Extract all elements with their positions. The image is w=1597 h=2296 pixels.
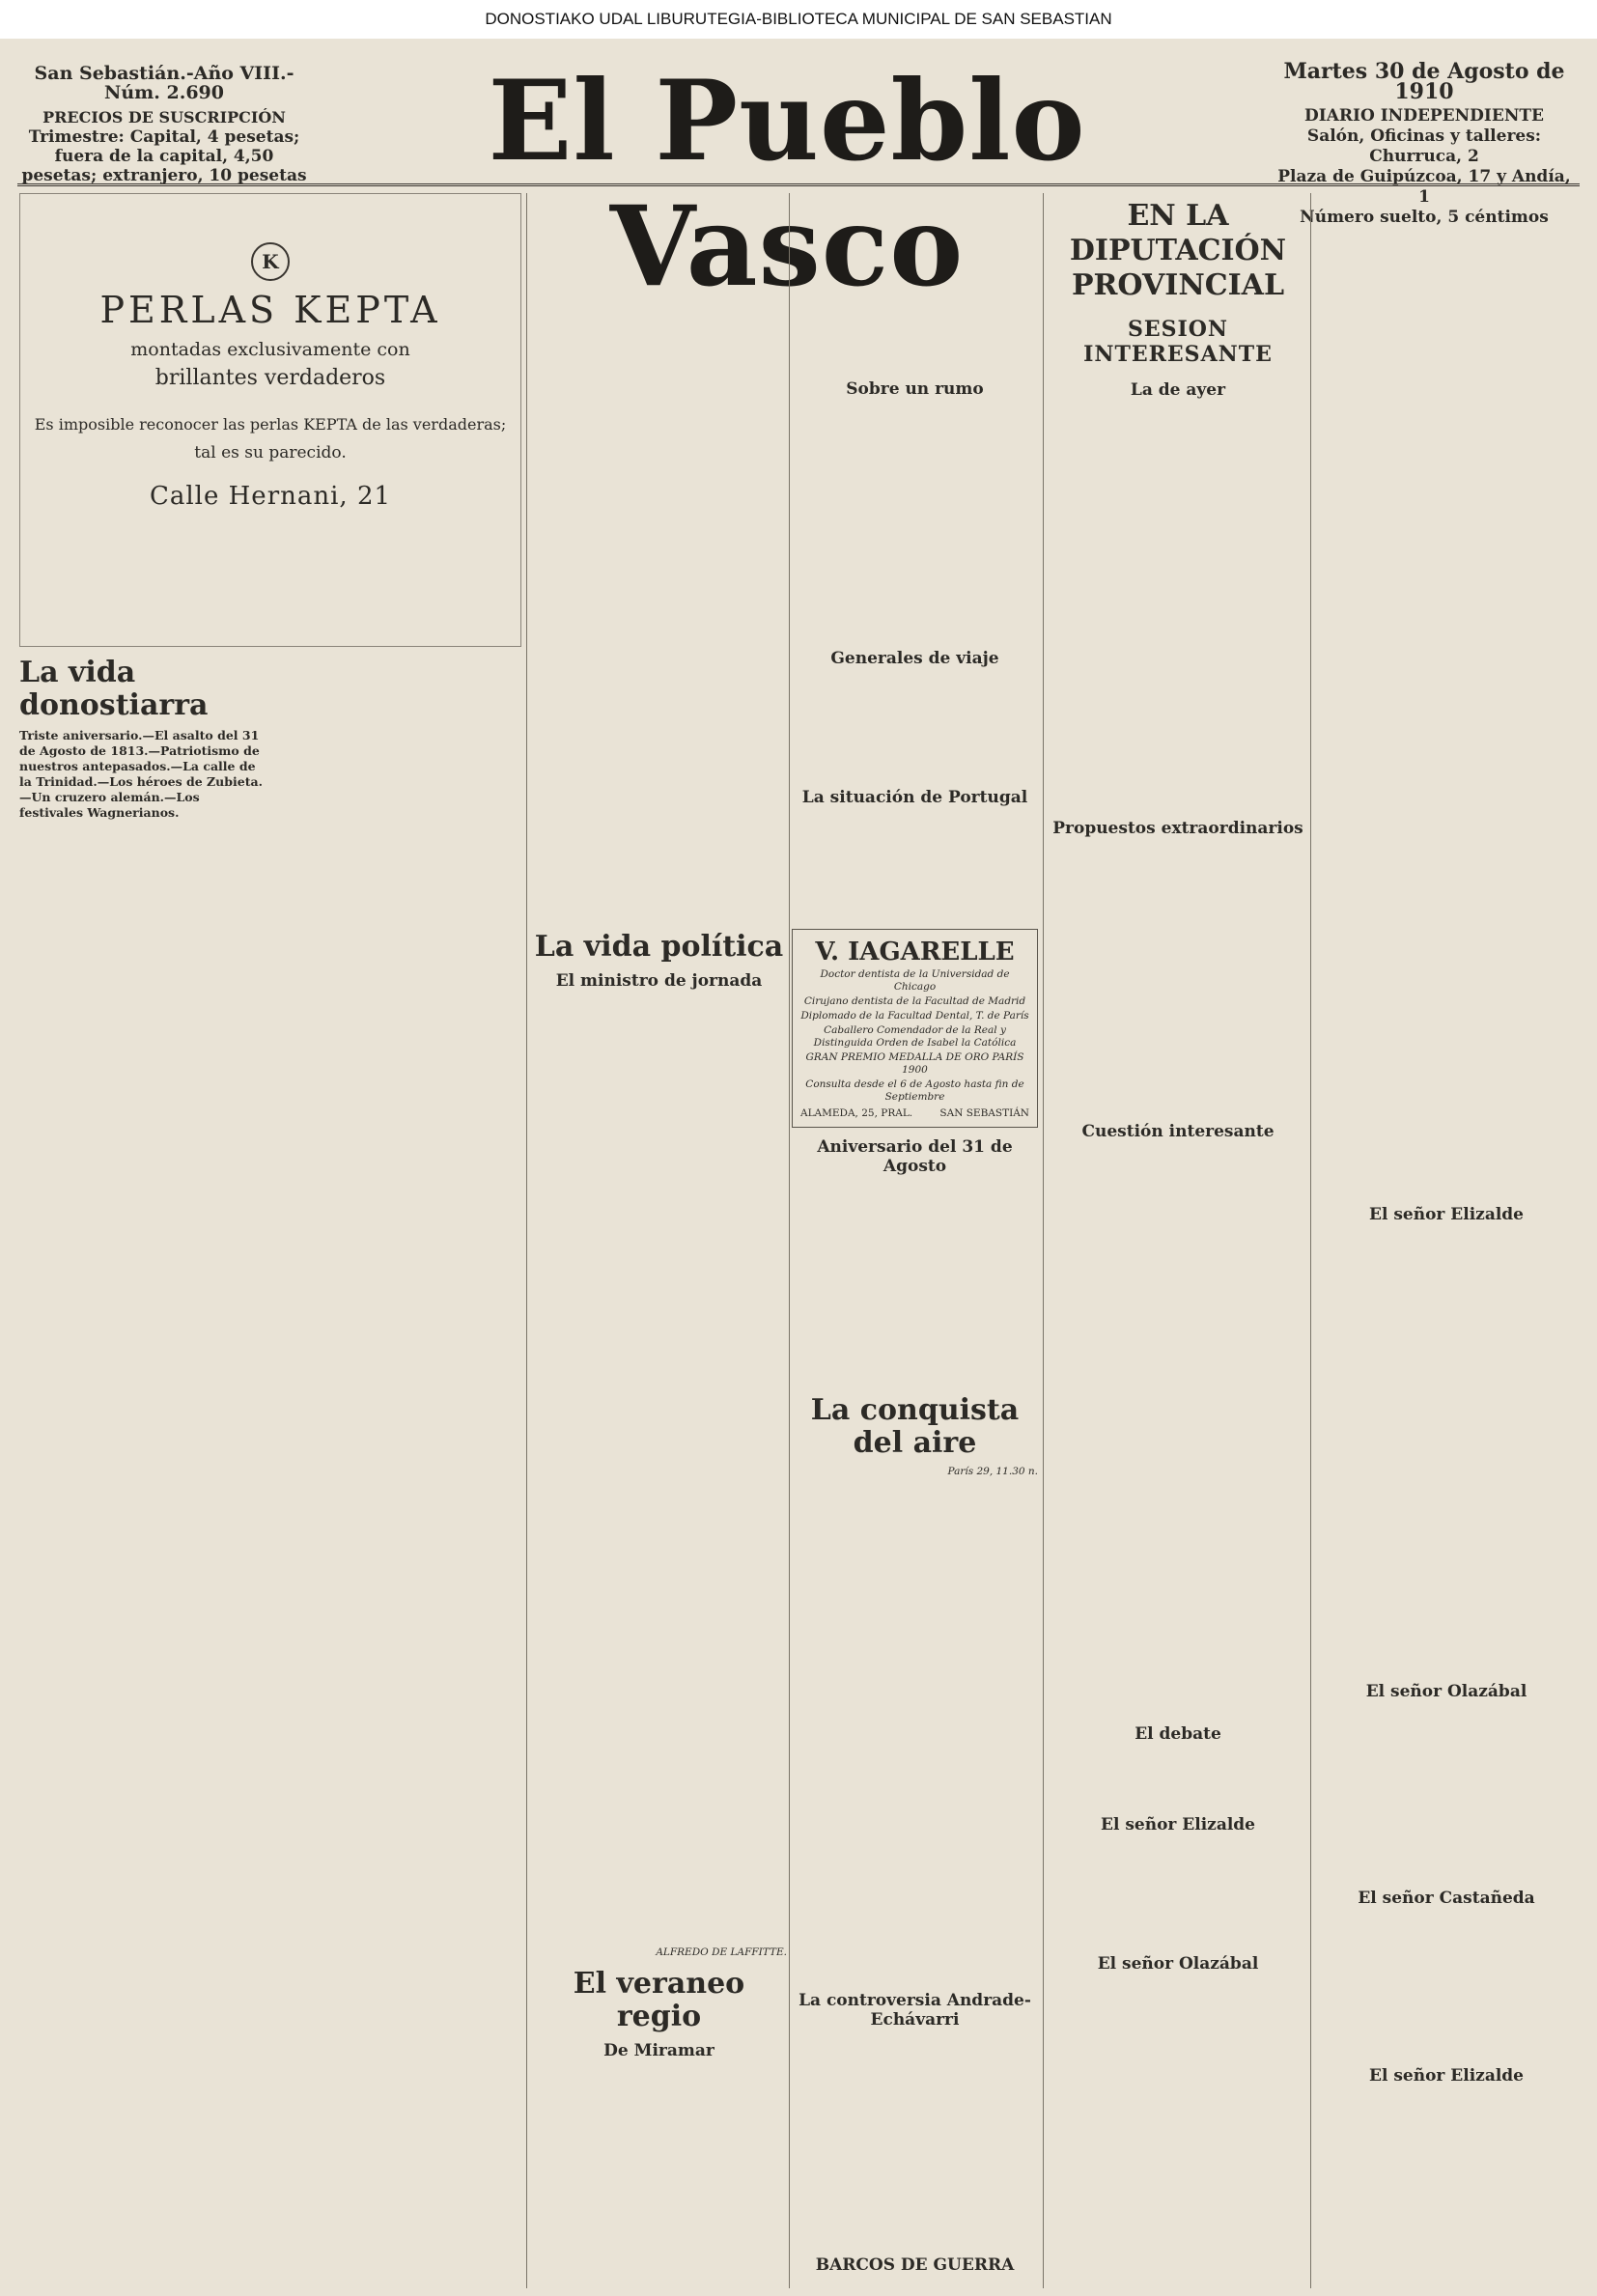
signature: ALFREDO DE LAFFITTE. (656, 1946, 787, 1958)
body-text-block (1313, 1230, 1580, 1674)
body-text-block (1313, 1707, 1580, 1881)
column-rule (1310, 193, 1311, 2288)
body-text-block (1048, 1840, 1308, 1946)
ad-line-2: brillantes verdaderos (154, 366, 386, 390)
veraneo-regio-heading: El veraneo regio (573, 1967, 745, 2033)
ad-line-3: Es imposible reconocer las perlas KEPTA de las verdaderas; (34, 415, 507, 434)
situacion-portugal-subheading: La situación de Portugal (801, 788, 1028, 807)
conquista-aire-heading: La conquista del aire (810, 1393, 1020, 1460)
olazabal-subheading: El señor Olazábal (1097, 1954, 1259, 1974)
body-text-block (531, 207, 787, 921)
generales-viaje-subheading: Generales de viaje (830, 649, 999, 668)
vida-donostiarra-right (275, 647, 521, 840)
propuestos-subheading: Propuestos extraordinarios (1052, 819, 1303, 838)
address: Plaza de Guipúzcoa, 17 y Andía, 1 (1277, 167, 1571, 207)
column-2 (531, 193, 787, 2288)
column-rule (789, 193, 790, 2288)
ad-title: PERLAS KEPTA (99, 289, 441, 331)
iagarelle-line: Diplomado de la Facultad Dental, T. de París (800, 1010, 1029, 1022)
newspaper-page (0, 39, 1597, 2296)
column-5 (1313, 193, 1580, 2288)
controversia-subheading: La controversia Andrade-Echávarri (798, 1991, 1031, 2030)
ad-line-1: montadas exclusivamente con (130, 339, 410, 360)
iagarelle-address-right: SAN SEBASTIÁN (939, 1107, 1029, 1119)
body-text-block (792, 1182, 1038, 1385)
body-text-block (792, 813, 1038, 919)
iagarelle-line: Cirujano dentista de la Facultad de Madrid (803, 995, 1026, 1007)
body-text-block (1048, 844, 1308, 1114)
body-text-block (1048, 1147, 1308, 1717)
iagarelle-line: Consulta desde el 6 de Agosto hasta fin de Septiembre (805, 1078, 1024, 1103)
body-text-block (792, 674, 1038, 780)
column-1 (19, 193, 521, 2288)
body-text-block (792, 1481, 1038, 1983)
section-lead: Triste aniversario.—El asalto del 31 de Agosto de 1813.—Patriotismo de nuestros antepasados.—La calle de la Trinidad.—Los héroes de Zubieta.—Un cruzero alemán.—Los festivales Wagnerianos. (19, 728, 263, 820)
iagarelle-line: GRAN PREMIO MEDALLA DE ORO PARÍS 1900 (805, 1051, 1024, 1076)
body-text-block (1048, 406, 1308, 811)
body-text-block (792, 2035, 1038, 2248)
body-text-block (531, 996, 787, 1943)
vida-donostiarra-section (19, 647, 521, 840)
castaneda-subheading: El señor Castañeda (1358, 1889, 1535, 1908)
kepta-advertisement (19, 193, 521, 647)
iagarelle-advertisement (792, 929, 1038, 1128)
elizalde-subheading: El señor Elizalde (1369, 1205, 1524, 1224)
column-4 (1048, 193, 1308, 2288)
iagarelle-line: Caballero Comendador de la Real y Distinguida Orden de Isabel la Católica (813, 1024, 1017, 1049)
subscription-text: Trimestre: Capital, 4 pesetas; fuera de la capital, 4,50 pesetas; extranjero, 10 pesetas (21, 127, 307, 185)
olazabal-subheading: El señor Olazábal (1365, 1682, 1527, 1701)
kepta-emblem-icon: K (251, 242, 290, 281)
body-text-block (1313, 193, 1580, 1197)
vida-politica-heading: La vida política (534, 930, 784, 964)
section-heading: La vida donostiarra (19, 656, 209, 722)
column-3 (792, 193, 1038, 2288)
sesion-subheading: SESION INTERESANTE (1083, 317, 1273, 367)
ad-line-4: tal es su parecido. (194, 443, 347, 462)
single-price: Número suelto, 5 céntimos (1300, 208, 1549, 227)
ministro-jornada-subheading: El ministro de jornada (555, 971, 763, 991)
iagarelle-line: Doctor dentista de la Universidad de Chicago (820, 968, 1010, 993)
cuestion-subheading: Cuestión interesante (1081, 1122, 1275, 1141)
masthead-left (19, 64, 309, 185)
dateline: París 29, 11.30 n. (947, 1466, 1038, 1477)
sobre-rumo-subheading: Sobre un rumo (846, 379, 984, 399)
body-text-block (792, 405, 1038, 641)
newspaper-title: El Pueblo Vasco (488, 56, 1086, 311)
masthead-rule (17, 183, 1580, 186)
iagarelle-address-left: ALAMEDA, 25, PRAL. (800, 1107, 913, 1119)
de-miramar-subheading: De Miramar (603, 2041, 714, 2060)
offices: Salón, Oficinas y talleres: Churruca, 2 (1306, 126, 1542, 166)
subscription-title: PRECIOS DE SUSCRIPCIÓN (42, 108, 286, 126)
aniversario-subheading: Aniversario del 31 de Agosto (817, 1137, 1013, 1176)
iagarelle-title: V. IAGARELLE (815, 938, 1015, 966)
iagarelle-address (800, 1107, 1029, 1119)
barcos-guerra-subheading: BARCOS DE GUERRA (815, 2255, 1015, 2275)
de-ayer-subheading: La de ayer (1130, 380, 1226, 400)
ad-line-5: Calle Hernani, 21 (149, 482, 392, 511)
issue-date: Martes 30 de Agosto de 1910 (1283, 59, 1565, 104)
column-rule (1043, 193, 1044, 2288)
body-text-block (1313, 1914, 1580, 2058)
tagline: DIARIO INDEPENDIENTE (1304, 106, 1544, 126)
vida-donostiarra-left (19, 647, 266, 840)
body-text (19, 826, 266, 840)
elizalde-subheading: El señor Elizalde (1369, 2066, 1524, 2086)
body-text (275, 647, 521, 660)
body-text-block (792, 193, 1038, 372)
issue-line: San Sebastián.-Año VIII.-Núm. 2.690 (34, 63, 294, 103)
column-rule (526, 193, 527, 2288)
body-text (531, 193, 787, 207)
debate-subheading: El debate (1135, 1724, 1221, 1744)
elizalde-subheading: El señor Elizalde (1101, 1815, 1255, 1834)
body-text-block (1048, 1750, 1308, 1807)
library-header: DONOSTIAKO UDAL LIBURUTEGIA-BIBLIOTECA MUNICIPAL DE SAN SEBASTIAN (0, 0, 1597, 39)
diputacion-heading: EN LA DIPUTACIÓN PROVINCIAL (1069, 199, 1287, 302)
